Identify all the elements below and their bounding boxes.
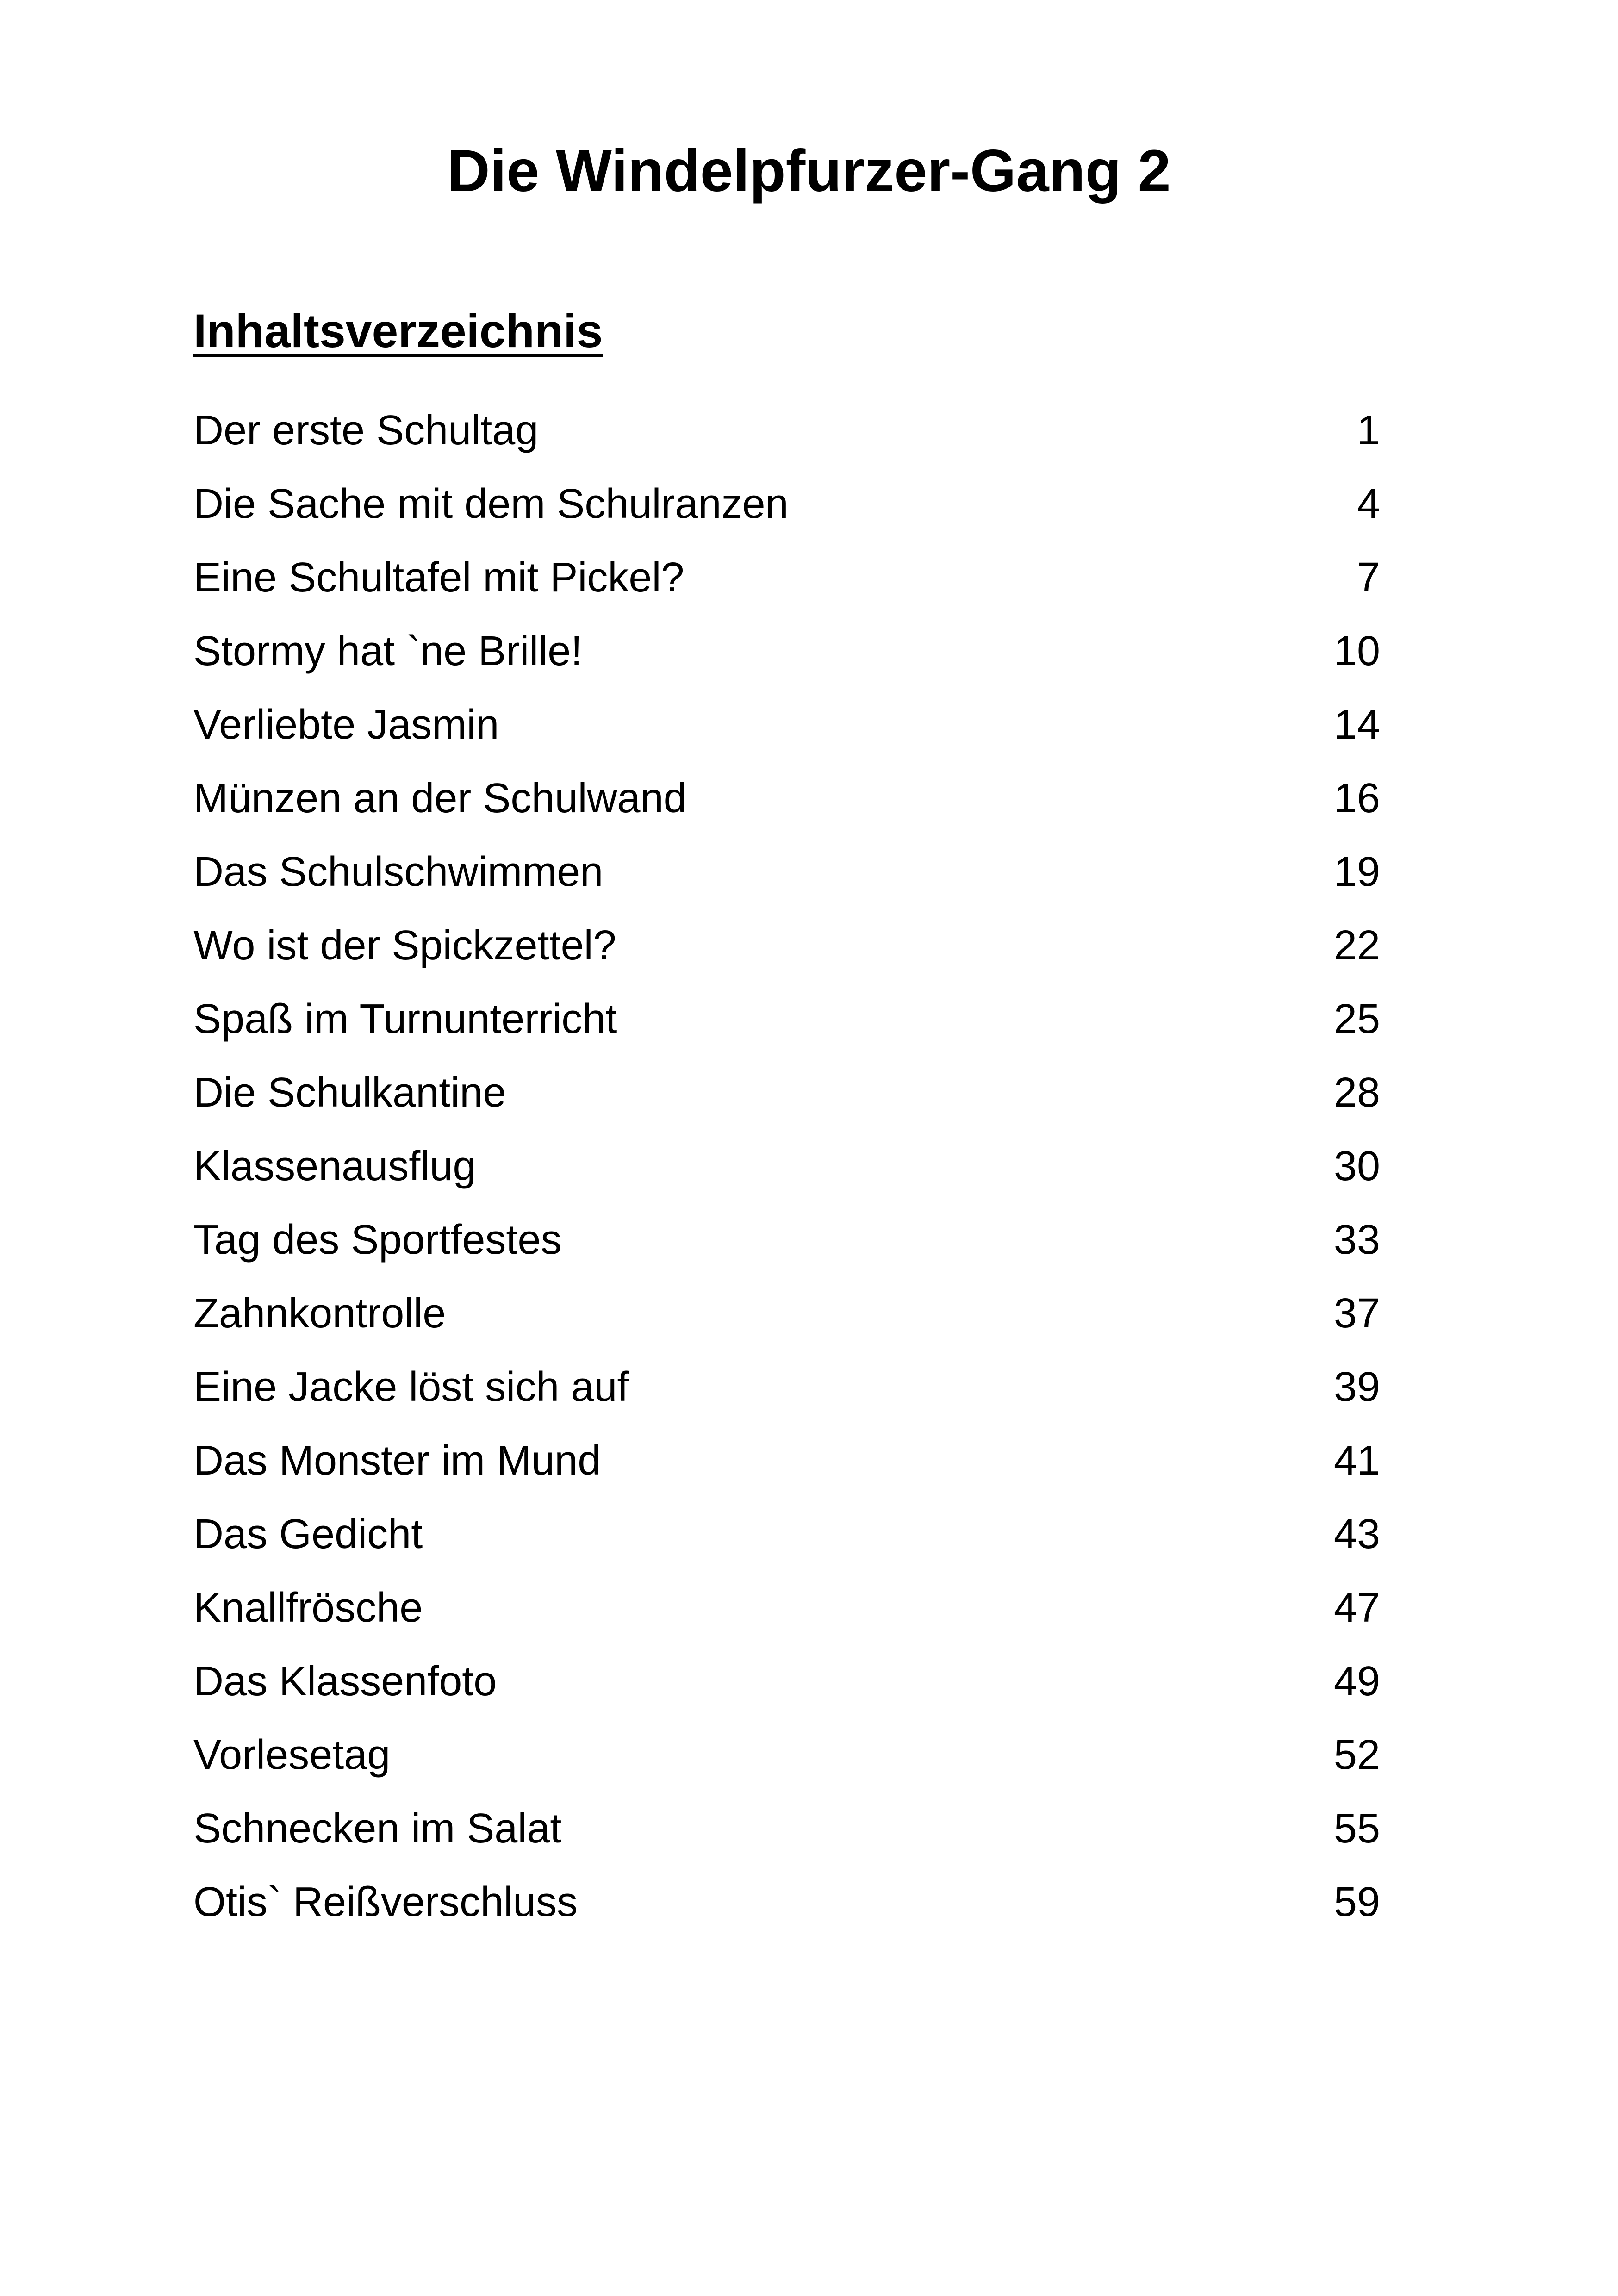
toc-entry-page-number: 52 [1333,1732,1380,1778]
toc-entry [193,1580,1380,1654]
toc-entry-title: Tag des Sportfestes [193,1217,562,1263]
toc-entry-page-number: 33 [1333,1217,1380,1263]
toc-entry [193,1727,1380,1801]
toc-entry [193,918,1380,991]
toc-entry-title: Otis` Reißverschluss [193,1879,578,1925]
toc-entry-page-number: 22 [1333,922,1380,969]
toc-entry-title: Das Monster im Mund [193,1437,601,1484]
toc-entry-page-number: 4 [1357,481,1380,527]
toc-entry-page-number: 37 [1333,1290,1380,1337]
toc-entry-page-number: 43 [1333,1511,1380,1557]
toc-entry [193,1286,1380,1359]
toc-entry-page-number: 28 [1333,1070,1380,1116]
toc-entry [193,1506,1380,1580]
document-title: Die Windelpfurzer-Gang 2 [447,138,1171,204]
toc-entry [193,1065,1380,1139]
toc-entry-page-number: 41 [1333,1437,1380,1484]
toc-entry-title: Münzen an der Schulwand [193,775,687,821]
toc-entry-page-number: 25 [1333,996,1380,1042]
toc-entry-title: Der erste Schultag [193,407,539,454]
toc-entry [193,1433,1380,1506]
toc-heading: Inhaltsverzeichnis [193,305,603,357]
toc-entry-title: Die Sache mit dem Schulranzen [193,481,789,527]
toc-entry-title: Eine Jacke löst sich auf [193,1364,629,1410]
toc-entry-page-number: 49 [1333,1658,1380,1705]
toc-entry [193,623,1380,697]
toc-entry [193,550,1380,623]
toc-entry-title: Stormy hat `ne Brille! [193,628,583,674]
toc-entry [193,697,1380,771]
toc-entry-page-number: 55 [1333,1805,1380,1852]
toc-entry-page-number: 59 [1333,1879,1380,1925]
toc-entry [193,1359,1380,1433]
toc-entry [193,1654,1380,1727]
toc-entry-title: Knallfrösche [193,1585,423,1631]
toc-entry [193,403,1380,476]
toc-entry-page-number: 19 [1333,849,1380,895]
toc-entry [193,991,1380,1065]
toc-entry [193,1139,1380,1212]
toc-entry-title: Spaß im Turnunterricht [193,996,617,1042]
toc-entry-title: Das Klassenfoto [193,1658,497,1705]
toc-entry-title: Zahnkontrolle [193,1290,446,1337]
toc-entry-title: Verliebte Jasmin [193,702,499,748]
toc-entry [193,771,1380,844]
toc-entry-page-number: 39 [1333,1364,1380,1410]
toc-entry [193,1874,1380,1948]
toc-entry-page-number: 7 [1357,554,1380,601]
toc-entry [193,844,1380,918]
toc-entry-title: Klassenausflug [193,1143,476,1189]
toc-entry-page-number: 30 [1333,1143,1380,1189]
toc-entry [193,476,1380,550]
toc-entry-title: Das Schulschwimmen [193,849,604,895]
toc-entry-page-number: 47 [1333,1585,1380,1631]
toc-entry-title: Eine Schultafel mit Pickel? [193,554,685,601]
toc-entry [193,1801,1380,1874]
toc-entry-title: Wo ist der Spickzettel? [193,922,616,969]
toc-entry-title: Das Gedicht [193,1511,423,1557]
toc-entry-title: Schnecken im Salat [193,1805,562,1852]
table-of-contents [193,403,1380,1948]
toc-entry-title: Vorlesetag [193,1732,391,1778]
toc-entry-page-number: 16 [1333,775,1380,821]
toc-entry [193,1212,1380,1286]
toc-entry-page-number: 10 [1333,628,1380,674]
toc-entry-page-number: 14 [1333,702,1380,748]
toc-entry-title: Die Schulkantine [193,1070,506,1116]
toc-entry-page-number: 1 [1357,407,1380,454]
